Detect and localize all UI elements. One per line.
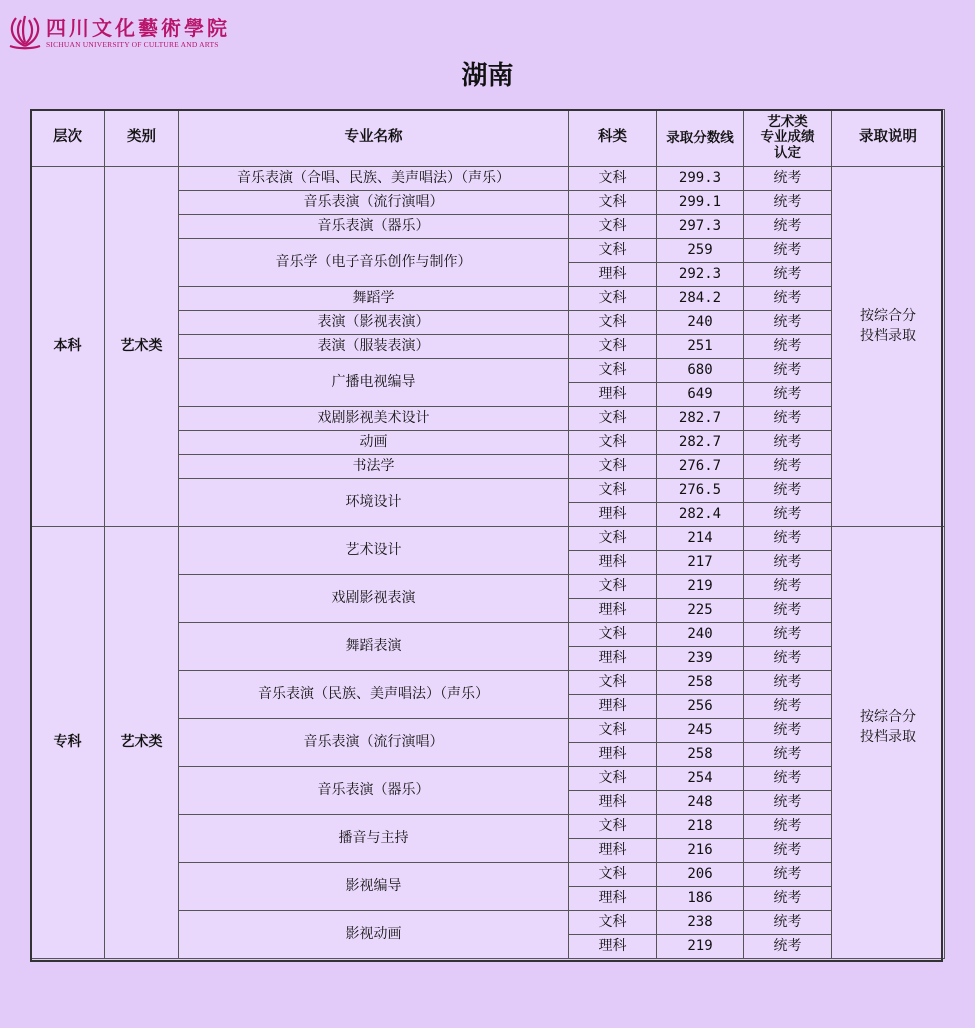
major-name-cell: 广播电视编导 [179, 359, 569, 407]
art-score-cell: 统考 [744, 383, 832, 407]
major-name-cell: 艺术设计 [179, 527, 569, 575]
score-cell: 258 [657, 743, 744, 767]
subject-cell: 理科 [569, 599, 657, 623]
art-score-cell: 统考 [744, 791, 832, 815]
score-cell: 299.1 [657, 191, 744, 215]
score-cell: 282.7 [657, 431, 744, 455]
art-score-cell: 统考 [744, 647, 832, 671]
subject-cell: 文科 [569, 287, 657, 311]
admission-score-table [30, 109, 945, 959]
art-score-cell: 统考 [744, 263, 832, 287]
score-cell: 238 [657, 911, 744, 935]
art-score-cell: 统考 [744, 671, 832, 695]
art-score-cell: 统考 [744, 887, 832, 911]
score-cell: 219 [657, 935, 744, 959]
subject-cell: 文科 [569, 311, 657, 335]
score-cell: 245 [657, 719, 744, 743]
header-art-line-2: 专业成绩 [760, 129, 815, 146]
art-score-cell: 统考 [744, 431, 832, 455]
art-score-cell: 统考 [744, 407, 832, 431]
major-name-cell: 播音与主持 [179, 815, 569, 863]
score-cell: 219 [657, 575, 744, 599]
major-name-cell: 音乐表演（合唱、民族、美声唱法）（声乐） [179, 167, 569, 191]
subject-cell: 理科 [569, 887, 657, 911]
subject-cell: 文科 [569, 359, 657, 383]
major-name-cell: 环境设计 [179, 479, 569, 527]
major-name-cell: 书法学 [179, 455, 569, 479]
subject-cell: 文科 [569, 719, 657, 743]
score-cell: 259 [657, 239, 744, 263]
subject-cell: 文科 [569, 575, 657, 599]
art-score-cell: 统考 [744, 719, 832, 743]
header-art-score [744, 110, 832, 167]
header-art-line-1: 艺术类 [767, 113, 808, 130]
subject-cell: 文科 [569, 455, 657, 479]
art-score-cell: 统考 [744, 167, 832, 191]
art-score-cell: 统考 [744, 623, 832, 647]
major-name-cell: 音乐学（电子音乐创作与制作） [179, 239, 569, 287]
subject-cell: 理科 [569, 695, 657, 719]
score-cell: 239 [657, 647, 744, 671]
major-name-cell: 舞蹈学 [179, 287, 569, 311]
level-cell: 专科 [31, 527, 105, 959]
logo-chinese-name: 四川文化藝術學院 [46, 16, 230, 40]
art-score-cell: 统考 [744, 215, 832, 239]
score-cell: 282.7 [657, 407, 744, 431]
art-score-cell: 统考 [744, 935, 832, 959]
art-score-cell: 统考 [744, 359, 832, 383]
score-cell: 225 [657, 599, 744, 623]
major-name-cell: 音乐表演（流行演唱） [179, 191, 569, 215]
art-score-cell: 统考 [744, 575, 832, 599]
subject-cell: 文科 [569, 239, 657, 263]
subject-cell: 文科 [569, 167, 657, 191]
subject-cell: 文科 [569, 767, 657, 791]
subject-cell: 理科 [569, 551, 657, 575]
art-score-cell: 统考 [744, 455, 832, 479]
subject-cell: 文科 [569, 815, 657, 839]
art-score-cell: 统考 [744, 911, 832, 935]
header-category: 类别 [105, 110, 179, 167]
subject-cell: 文科 [569, 407, 657, 431]
major-name-cell: 影视动画 [179, 911, 569, 959]
subject-cell: 理科 [569, 263, 657, 287]
admission-note-line: 按综合分 [860, 307, 916, 324]
header-subject: 科类 [569, 110, 657, 167]
table-row [31, 167, 945, 191]
score-cell: 240 [657, 623, 744, 647]
subject-cell: 文科 [569, 431, 657, 455]
subject-cell: 理科 [569, 383, 657, 407]
header-score-line: 录取分数线 [657, 110, 744, 167]
art-score-cell: 统考 [744, 335, 832, 359]
art-score-cell: 统考 [744, 743, 832, 767]
subject-cell: 理科 [569, 503, 657, 527]
art-score-cell: 统考 [744, 767, 832, 791]
art-score-cell: 统考 [744, 695, 832, 719]
art-score-cell: 统考 [744, 311, 832, 335]
score-cell: 254 [657, 767, 744, 791]
header-admission-note: 录取说明 [832, 110, 945, 167]
art-score-cell: 统考 [744, 839, 832, 863]
subject-cell: 理科 [569, 743, 657, 767]
header-art-line-3: 认定 [774, 144, 801, 161]
major-name-cell: 舞蹈表演 [179, 623, 569, 671]
score-cell: 680 [657, 359, 744, 383]
art-score-cell: 统考 [744, 287, 832, 311]
subject-cell: 文科 [569, 911, 657, 935]
score-cell: 299.3 [657, 167, 744, 191]
score-cell: 240 [657, 311, 744, 335]
score-cell: 258 [657, 671, 744, 695]
subject-cell: 文科 [569, 479, 657, 503]
subject-cell: 理科 [569, 647, 657, 671]
subject-cell: 理科 [569, 791, 657, 815]
score-cell: 217 [657, 551, 744, 575]
score-cell: 216 [657, 839, 744, 863]
score-cell: 251 [657, 335, 744, 359]
table-row [31, 527, 945, 551]
subject-cell: 文科 [569, 623, 657, 647]
art-score-cell: 统考 [744, 815, 832, 839]
major-name-cell: 音乐表演（器乐） [179, 767, 569, 815]
logo-english-name: SICHUAN UNIVERSITY OF CULTURE AND ARTS [46, 40, 219, 49]
admission-note-cell [832, 527, 945, 959]
table-body [31, 167, 945, 959]
subject-cell: 文科 [569, 335, 657, 359]
subject-cell: 文科 [569, 863, 657, 887]
score-cell: 214 [657, 527, 744, 551]
major-name-cell: 影视编导 [179, 863, 569, 911]
score-cell: 282.4 [657, 503, 744, 527]
level-cell: 本科 [31, 167, 105, 527]
admission-note-cell [832, 167, 945, 527]
art-score-cell: 统考 [744, 599, 832, 623]
score-cell: 297.3 [657, 215, 744, 239]
score-cell: 276.7 [657, 455, 744, 479]
major-name-cell: 动画 [179, 431, 569, 455]
page-title: 湖南 [461, 61, 514, 91]
art-score-cell: 统考 [744, 551, 832, 575]
score-cell: 206 [657, 863, 744, 887]
lotus-logo-icon [6, 10, 44, 50]
score-cell: 649 [657, 383, 744, 407]
category-cell: 艺术类 [105, 527, 179, 959]
category-cell: 艺术类 [105, 167, 179, 527]
subject-cell: 理科 [569, 839, 657, 863]
art-score-cell: 统考 [744, 503, 832, 527]
score-cell: 256 [657, 695, 744, 719]
university-logo [6, 8, 246, 54]
major-name-cell: 戏剧影视表演 [179, 575, 569, 623]
score-cell: 276.5 [657, 479, 744, 503]
table-header-row [31, 110, 945, 167]
score-cell: 186 [657, 887, 744, 911]
score-cell: 292.3 [657, 263, 744, 287]
score-cell: 218 [657, 815, 744, 839]
header-major-name: 专业名称 [179, 110, 569, 167]
header-level: 层次 [31, 110, 105, 167]
major-name-cell: 音乐表演（流行演唱） [179, 719, 569, 767]
score-cell: 284.2 [657, 287, 744, 311]
major-name-cell: 戏剧影视美术设计 [179, 407, 569, 431]
major-name-cell: 音乐表演（民族、美声唱法）（声乐） [179, 671, 569, 719]
admission-note-line: 投档录取 [860, 728, 916, 745]
subject-cell: 文科 [569, 527, 657, 551]
art-score-cell: 统考 [744, 863, 832, 887]
major-name-cell: 表演（服装表演） [179, 335, 569, 359]
major-name-cell: 表演（影视表演） [179, 311, 569, 335]
subject-cell: 文科 [569, 191, 657, 215]
art-score-cell: 统考 [744, 191, 832, 215]
art-score-cell: 统考 [744, 479, 832, 503]
art-score-cell: 统考 [744, 527, 832, 551]
admission-note-line: 按综合分 [860, 708, 916, 725]
score-cell: 248 [657, 791, 744, 815]
art-score-cell: 统考 [744, 239, 832, 263]
subject-cell: 文科 [569, 215, 657, 239]
subject-cell: 理科 [569, 935, 657, 959]
admission-note-line: 投档录取 [860, 327, 916, 344]
subject-cell: 文科 [569, 671, 657, 695]
major-name-cell: 音乐表演（器乐） [179, 215, 569, 239]
